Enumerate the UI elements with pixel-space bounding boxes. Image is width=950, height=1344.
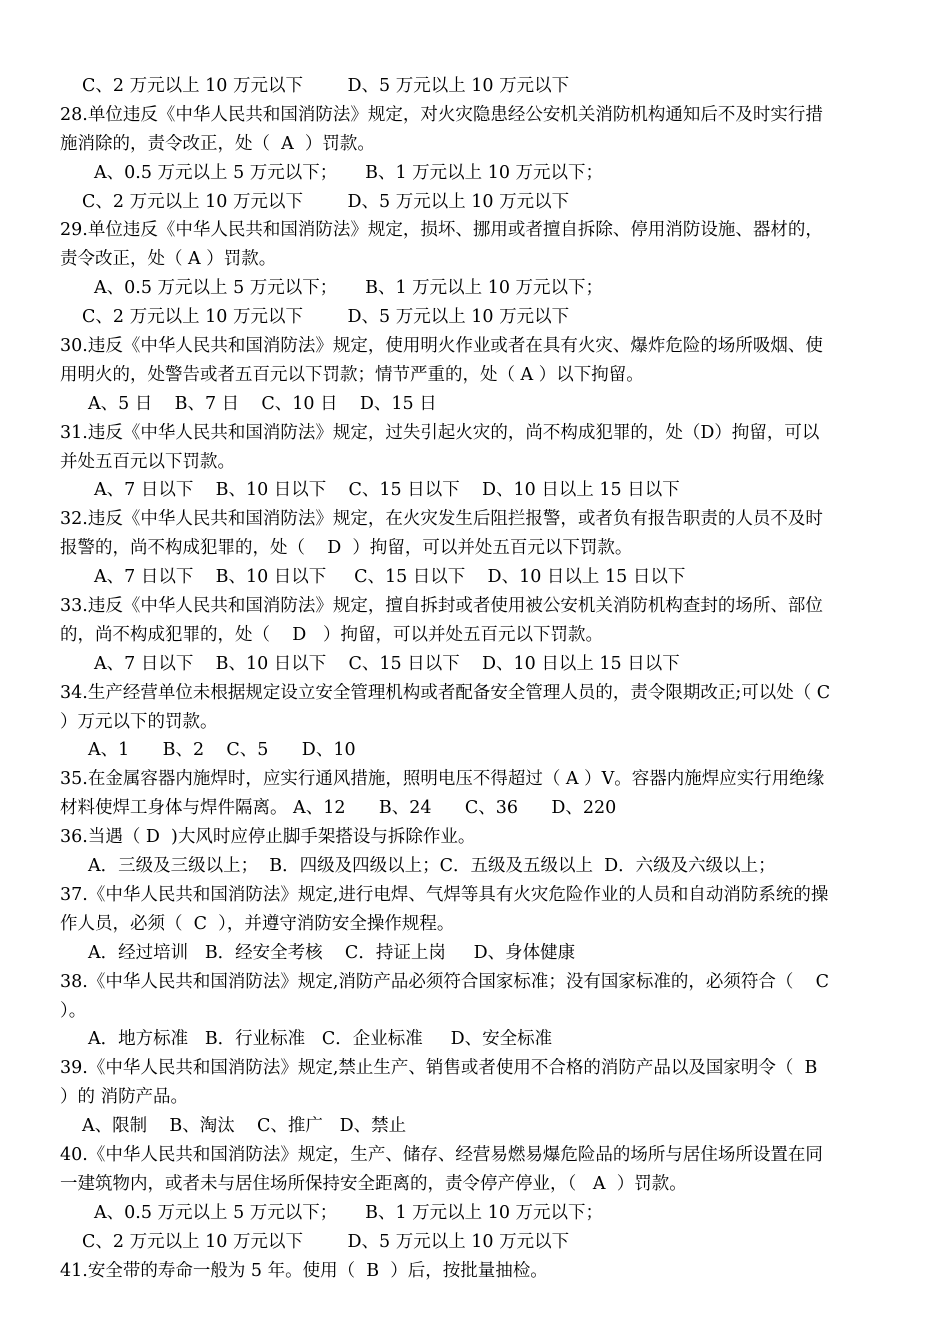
text-line: A、5 日 B、7 日 C、10 日 D、15 日 — [88, 393, 437, 414]
text-line: ）万元以下的罚款。 — [60, 711, 218, 732]
text-line: A．经过培训 B．经安全考核 C．持证上岗 D、身体健康 — [88, 942, 576, 963]
text-line: 施消除的，责令改正，处（ A ）罚款。 — [60, 133, 375, 154]
text-line: A．三级及三级以上； B．四级及四级以上；C．五级及五级以上 D．六级及六级以上； — [88, 856, 776, 877]
text-line: A．地方标准 B．行业标准 C．企业标准 D、安全标准 — [88, 1029, 553, 1050]
text-line: A、7 日以下 B、10 日以下 C、15 日以下 D、10 日以上 15 日以下 — [94, 653, 680, 674]
text-line: 41.安全带的寿命一般为 5 年。使用（ B ）后，按批量抽检。 — [60, 1260, 548, 1281]
text-line: 报警的，尚不构成犯罪的，处（ D ）拘留，可以并处五百元以下罚款。 — [60, 538, 633, 559]
text-line: C、2 万元以上 10 万元以下 D、5 万元以上 10 万元以下 — [82, 76, 570, 96]
text-line: 30.违反《中华人民共和国消防法》规定，使用明火作业或者在具有火灾、爆炸危险的场所吸烟、使 — [60, 336, 823, 357]
text-line: 作人员，必须（ C ），并遵守消防安全操作规程。 — [60, 913, 455, 934]
text-line: 的，尚不构成犯罪的，处（ D ）拘留，可以并处五百元以下罚款。 — [60, 624, 603, 645]
document-body — [60, 72, 910, 1285]
text-line: A、0.5 万元以上 5 万元以下； B、1 万元以上 10 万元以下； — [94, 162, 604, 183]
text-line: 材料使焊工身体与焊件隔离。 A、12 B、24 C、36 D、220 — [60, 798, 617, 819]
text-line: 35.在金属容器内施焊时，应实行通风措施，照明电压不得超过（ A ）V。容器内施焊应实行用绝缘 — [60, 769, 825, 790]
text-line: ）。 — [60, 1000, 87, 1021]
text-line: C、2 万元以上 10 万元以下 D、5 万元以上 10 万元以下 — [82, 191, 570, 212]
text-line: 38.《中华人民共和国消防法》规定,消防产品必须符合国家标准；没有国家标准的，必须符合（ C — [60, 971, 830, 992]
text-line: 32.违反《中华人民共和国消防法》规定，在火灾发生后阻拦报警，或者负有报告职责的人员不及时 — [60, 509, 823, 530]
text-line: 34.生产经营单位未根据规定设立安全管理机构或者配备安全管理人员的，责令限期改正;可以处（ C — [60, 682, 831, 703]
text-line: A、0.5 万元以上 5 万元以下； B、1 万元以上 10 万元以下； — [94, 278, 604, 299]
text-line: A、7 日以下 B、10 日以下 C、15 日以下 D、10 日以上 15 日以下 — [94, 567, 686, 588]
text-line: 40.《中华人民共和国消防法》规定，生产、储存、经营易燃易爆危险品的场所与居住场所设置在同 — [60, 1144, 823, 1165]
text-line: C、2 万元以上 10 万元以下 D、5 万元以上 10 万元以下 — [82, 307, 570, 328]
text-line: 31.违反《中华人民共和国消防法》规定，过失引起火灾的，尚不构成犯罪的，处（D）拘留，可以 — [60, 422, 820, 443]
text-line: 37.《中华人民共和国消防法》规定,进行电焊、气焊等具有火灾危险作业的人员和自动消防系统的操 — [60, 884, 829, 905]
text-line: 36.当遇（ D )大风时应停止脚手架搭设与拆除作业。 — [60, 827, 476, 848]
text-line: 28.单位违反《中华人民共和国消防法》规定，对火灾隐患经公安机关消防机构通知后不及时实行措 — [60, 104, 823, 125]
text-line: A、1 B、2 C、5 D、10 — [88, 740, 356, 761]
text-line: 一建筑物内，或者未与居住场所保持安全距离的，责令停产停业，（ A ）罚款。 — [60, 1173, 687, 1194]
text-line: 并处五百元以下罚款。 — [60, 451, 235, 472]
text-line: 责令改正，处（ A ）罚款。 — [60, 249, 277, 270]
text-line: 用明火的，处警告或者五百元以下罚款；情节严重的，处（ A ）以下拘留。 — [60, 364, 644, 385]
text-line: 29.单位违反《中华人民共和国消防法》规定，损坏、挪用或者擅自拆除、停用消防设施、器材的， — [60, 220, 823, 241]
text-line: C、2 万元以上 10 万元以下 D、5 万元以上 10 万元以下 — [82, 1231, 570, 1252]
text-line: A、0.5 万元以上 5 万元以下； B、1 万元以上 10 万元以下； — [94, 1202, 604, 1223]
text-line: 39.《中华人民共和国消防法》规定,禁止生产、销售或者使用不合格的消防产品以及国家明令（ B — [60, 1058, 818, 1079]
text-line: 33.违反《中华人民共和国消防法》规定，擅自拆封或者使用被公安机关消防机构查封的场所、部位 — [60, 596, 823, 617]
text-line: ）的 消防产品。 — [60, 1087, 189, 1108]
text-line: A、限制 B、淘汰 C、推广 D、禁止 — [82, 1116, 407, 1137]
text-line: A、7 日以下 B、10 日以下 C、15 日以下 D、10 日以上 15 日以下 — [94, 480, 680, 501]
